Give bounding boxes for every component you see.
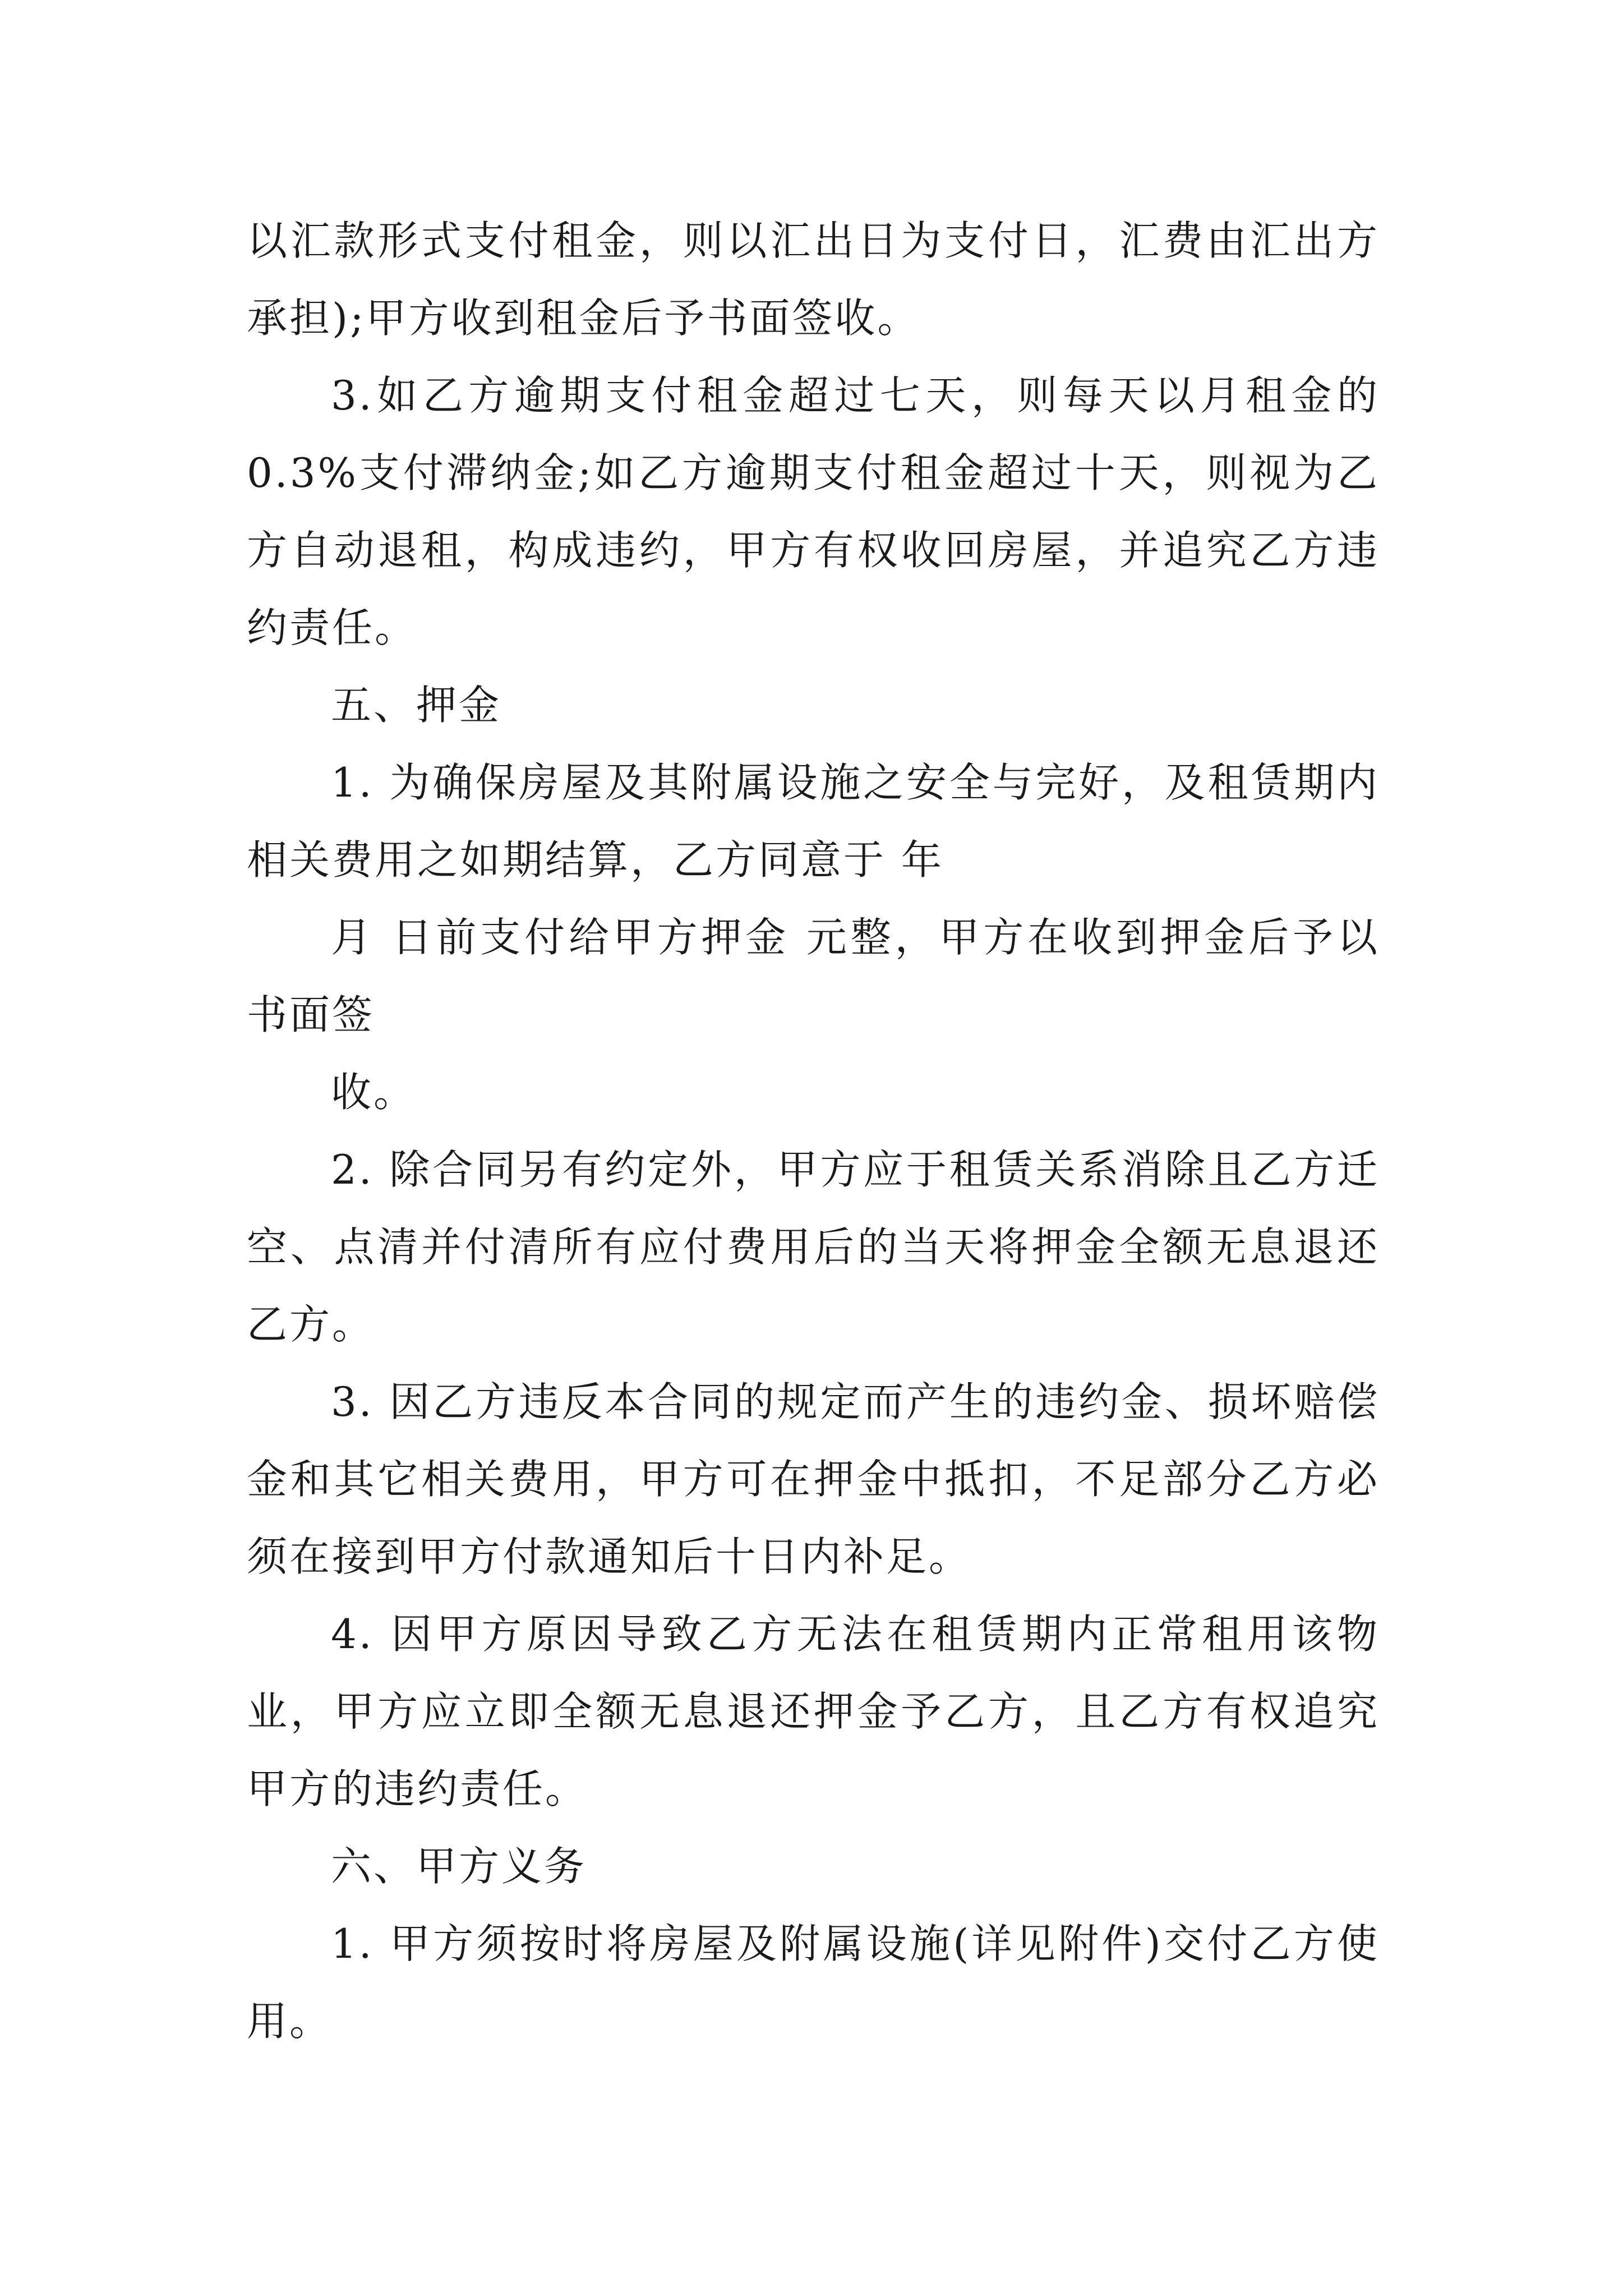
- paragraph-deposit-1-continued: 月 日前支付给甲方押金 元整，甲方在收到押金后予以书面签: [247, 914, 1380, 1038]
- paragraph-deposit-2: 2. 除合同另有约定外，甲方应于租赁关系消除且乙方迁空、点清并付清所有应付费用后的当天将押金全额无息退还乙方。: [247, 1146, 1380, 1348]
- paragraph-rent-payment-continued: 以汇款形式支付租金，则以汇出日为支付日，汇费由汇出方承担);甲方收到租金后予书面签收。: [247, 217, 1380, 342]
- paragraph-late-payment: 3.如乙方逾期支付租金超过七天，则每天以月租金的0.3%支付滞纳金;如乙方逾期支付租金超过十天，则视为乙方自动退租，构成违约，甲方有权收回房屋，并追究乙方违约责任。: [247, 372, 1380, 651]
- section-heading-party-a-obligations: 六、甲方义务: [331, 1843, 587, 1890]
- section-heading-deposit: 五、押金: [331, 682, 502, 729]
- document-body: [247, 202, 1380, 2060]
- paragraph-deposit-1-end: 收。: [331, 1069, 417, 1116]
- paragraph-deposit-4: 4. 因甲方原因导致乙方无法在租赁期内正常租用该物业，甲方应立即全额无息退还押金予乙方，且乙方有权追究甲方的违约责任。: [247, 1611, 1380, 1812]
- paragraph-party-a-obligation-1: 1. 甲方须按时将房屋及附属设施(详见附件)交付乙方使用。: [247, 1920, 1380, 2045]
- paragraph-deposit-1: 1. 为确保房屋及其附属设施之安全与完好，及租赁期内相关费用之如期结算，乙方同意于 年: [247, 759, 1380, 884]
- paragraph-deposit-3: 3. 因乙方违反本合同的规定而产生的违约金、损坏赔偿金和其它相关费用，甲方可在押金中抵扣，不足部分乙方必须在接到甲方付款通知后十日内补足。: [247, 1378, 1380, 1580]
